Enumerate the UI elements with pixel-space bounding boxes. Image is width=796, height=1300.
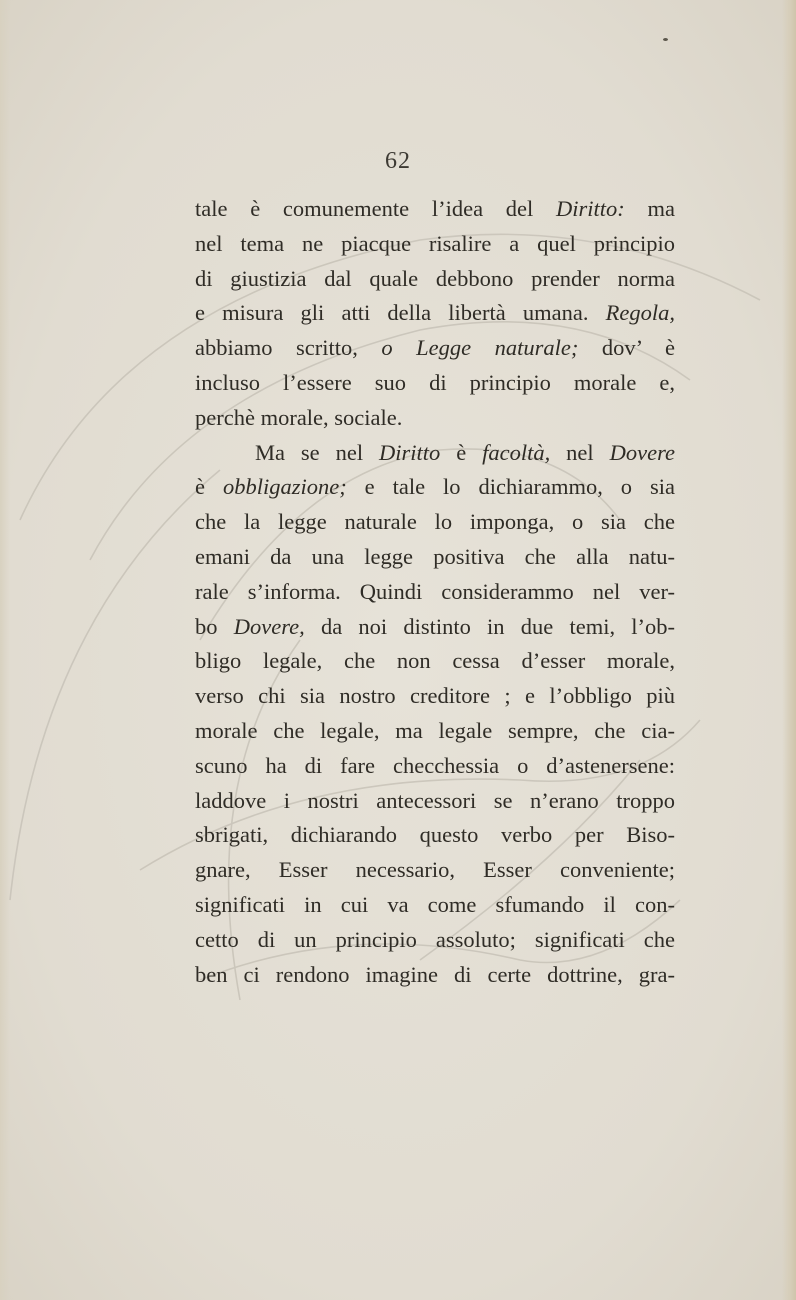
text-line xyxy=(195,540,675,575)
text-run: abbiamo scritto, xyxy=(195,335,382,361)
text-run: ben ci rendono imagine di certe dottrine, gra- xyxy=(195,961,675,987)
text-run: tale è comunemente l’idea del xyxy=(195,196,557,221)
text-run: ma xyxy=(624,196,675,221)
text-line xyxy=(195,784,675,819)
page-left-edge xyxy=(0,0,10,1300)
text-line xyxy=(195,610,675,645)
text-line xyxy=(195,296,675,331)
text-run: e misura gli atti della libertà umana. xyxy=(195,300,606,326)
text-run: morale che legale, ma legale sempre, che cia- xyxy=(195,717,675,743)
italic-term: Dovere xyxy=(609,439,675,465)
text-run: è xyxy=(440,439,483,465)
text-run: incluso l’essere suo di principio morale e, xyxy=(195,369,675,395)
text-line xyxy=(195,436,675,471)
text-line xyxy=(195,923,675,958)
text-line xyxy=(195,331,675,366)
italic-term: Regola, xyxy=(605,300,675,326)
text-line xyxy=(195,749,675,784)
page-number: 62 xyxy=(385,148,411,174)
text-line xyxy=(195,958,675,993)
text-run: e tale lo dichiarammo, o sia xyxy=(346,474,675,500)
text-line xyxy=(195,644,675,679)
italic-term: o Legge naturale; xyxy=(381,335,579,361)
text-run: emani da una legge positiva che alla natu- xyxy=(195,543,675,569)
text-line xyxy=(195,262,675,297)
text-run: laddove i nostri antecessori se n’erano troppo xyxy=(195,787,675,813)
text-run: nel tema ne piacque risalire a quel principio xyxy=(195,230,675,256)
text-run: bligo legale, che non cessa d’esser morale, xyxy=(195,648,675,674)
text-line xyxy=(195,714,675,749)
text-line xyxy=(195,401,675,436)
text-line xyxy=(195,227,675,262)
text-run: sbrigati, dichiarando questo verbo per Biso- xyxy=(195,822,675,848)
text-run: di giustizia dal quale debbono prender norma xyxy=(195,265,675,291)
text-run: perchè morale, sociale. xyxy=(195,404,403,430)
text-line xyxy=(195,505,675,540)
text-line xyxy=(195,575,675,610)
text-run: è xyxy=(195,474,223,500)
text-run: rale s’informa. Quindi considerammo nel ver- xyxy=(195,578,675,604)
text-run: che la legge naturale lo imponga, o sia che xyxy=(195,509,675,535)
text-run: nel xyxy=(550,439,610,465)
text-run: gnare, Esser necessario, Esser conveniente; xyxy=(195,857,675,883)
page-right-edge xyxy=(782,0,796,1300)
italic-term: facoltà, xyxy=(482,439,551,465)
text-run: scuno ha di fare checchessia o d’astenersene: xyxy=(195,752,675,778)
text-run: dov’ è xyxy=(578,335,676,361)
text-line xyxy=(195,192,675,227)
ink-speck xyxy=(663,38,668,41)
italic-term: Diritto xyxy=(379,439,441,465)
text-line xyxy=(195,679,675,714)
text-run: cetto di un principio assoluto; significati che xyxy=(195,926,675,952)
text-run: Ma se nel xyxy=(255,439,380,465)
text-line xyxy=(195,470,675,505)
text-line xyxy=(195,853,675,888)
text-run: verso chi sia nostro creditore ; e l’obbligo più xyxy=(195,683,675,709)
italic-term: obbligazione; xyxy=(222,474,347,500)
text-run: bo xyxy=(195,613,234,639)
italic-term: Diritto: xyxy=(556,196,625,221)
text-line xyxy=(195,818,675,853)
text-line xyxy=(195,888,675,923)
text-line xyxy=(195,366,675,401)
body-text xyxy=(195,192,675,992)
text-run: da noi distinto in due temi, l’ob- xyxy=(304,613,676,639)
italic-term: Dovere, xyxy=(233,613,305,639)
text-run: significati in cui va come sfumando il con- xyxy=(195,891,675,917)
